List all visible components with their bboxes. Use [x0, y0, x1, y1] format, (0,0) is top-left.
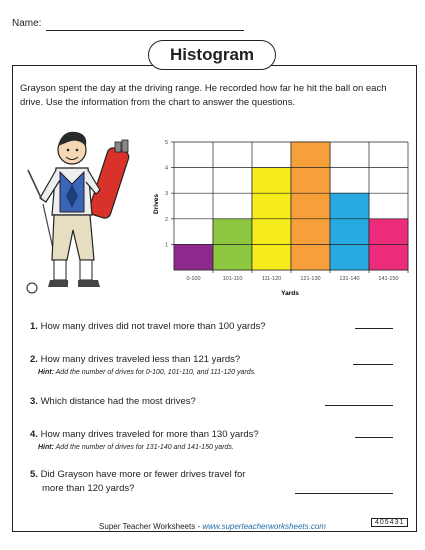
y-tick-label: 3: [164, 191, 168, 198]
x-tick-label: 101-110: [222, 276, 243, 282]
question-5-cont: [42, 482, 134, 495]
y-tick-label: 2: [164, 216, 168, 223]
x-tick-label: 0-100: [186, 276, 201, 282]
footer: [0, 522, 425, 531]
bar-0-100: [174, 244, 213, 270]
x-tick-label: 121-130: [300, 276, 321, 282]
name-label: Name:: [12, 18, 42, 29]
footer-sep: -: [195, 522, 203, 531]
question-number: 2.: [30, 354, 38, 365]
y-tick-label: 1: [164, 242, 168, 249]
question-number: 4.: [30, 429, 38, 440]
histogram-chart: [150, 132, 410, 308]
question-number: 3.: [30, 396, 38, 407]
question-2: [30, 353, 240, 366]
footer-url[interactable]: www.superteacherworksheets.com: [202, 522, 326, 531]
question-text: Which distance had the most drives?: [40, 396, 196, 407]
question-3: [30, 395, 196, 408]
question-text-line-2: more than 120 yards?: [42, 483, 135, 494]
name-field[interactable]: [46, 30, 244, 31]
hint-label: Hint:: [38, 369, 54, 376]
x-tick-label: 111-120: [261, 276, 282, 282]
golfer-illustration: [20, 120, 145, 305]
answer-blank-5[interactable]: [295, 493, 393, 494]
hint-2: [38, 369, 256, 376]
answer-blank-1[interactable]: [355, 328, 393, 329]
question-5: [30, 468, 245, 481]
x-tick-label: 141-150: [378, 276, 399, 282]
hint-4: [38, 444, 234, 451]
footer-brand: Super Teacher Worksheets: [99, 522, 196, 531]
question-number: 1.: [30, 321, 38, 332]
y-tick-label: 4: [164, 165, 168, 172]
answer-blank-2[interactable]: [353, 364, 393, 365]
question-number: 5.: [30, 469, 38, 480]
hint-text: Add the number of drives for 0-100, 101-110, and 111-120 yards.: [55, 369, 257, 376]
question-text: How many drives did not travel more than 100 yards?: [40, 321, 266, 332]
answer-blank-4[interactable]: [355, 437, 393, 438]
x-axis-label: Yards: [281, 290, 299, 297]
question-1: [30, 320, 266, 333]
y-tick-label: 5: [164, 140, 168, 146]
intro-text: Grayson spent the day at the driving range. He recorded how far he hit the ball on each drive. Use the information from the chart to answer the questions.: [20, 83, 387, 108]
page-title: Histogram: [148, 40, 276, 70]
question-text-line-1: Did Grayson have more or fewer drives travel for: [40, 469, 246, 480]
bar-121-130: [291, 142, 330, 270]
hint-text: Add the number of drives for 131-140 and 141-150 yards.: [55, 444, 234, 451]
question-4: [30, 428, 259, 441]
hint-label: Hint:: [38, 444, 54, 451]
question-text: How many drives traveled less than 121 yards?: [40, 354, 241, 365]
bar-131-140: [330, 193, 369, 270]
x-tick-label: 131-140: [339, 276, 360, 282]
worksheet-code: 405431: [371, 518, 408, 527]
y-axis-label: Drives: [153, 194, 160, 214]
question-text: How many drives traveled for more than 130 yards?: [40, 429, 259, 440]
answer-blank-3[interactable]: [325, 405, 393, 406]
